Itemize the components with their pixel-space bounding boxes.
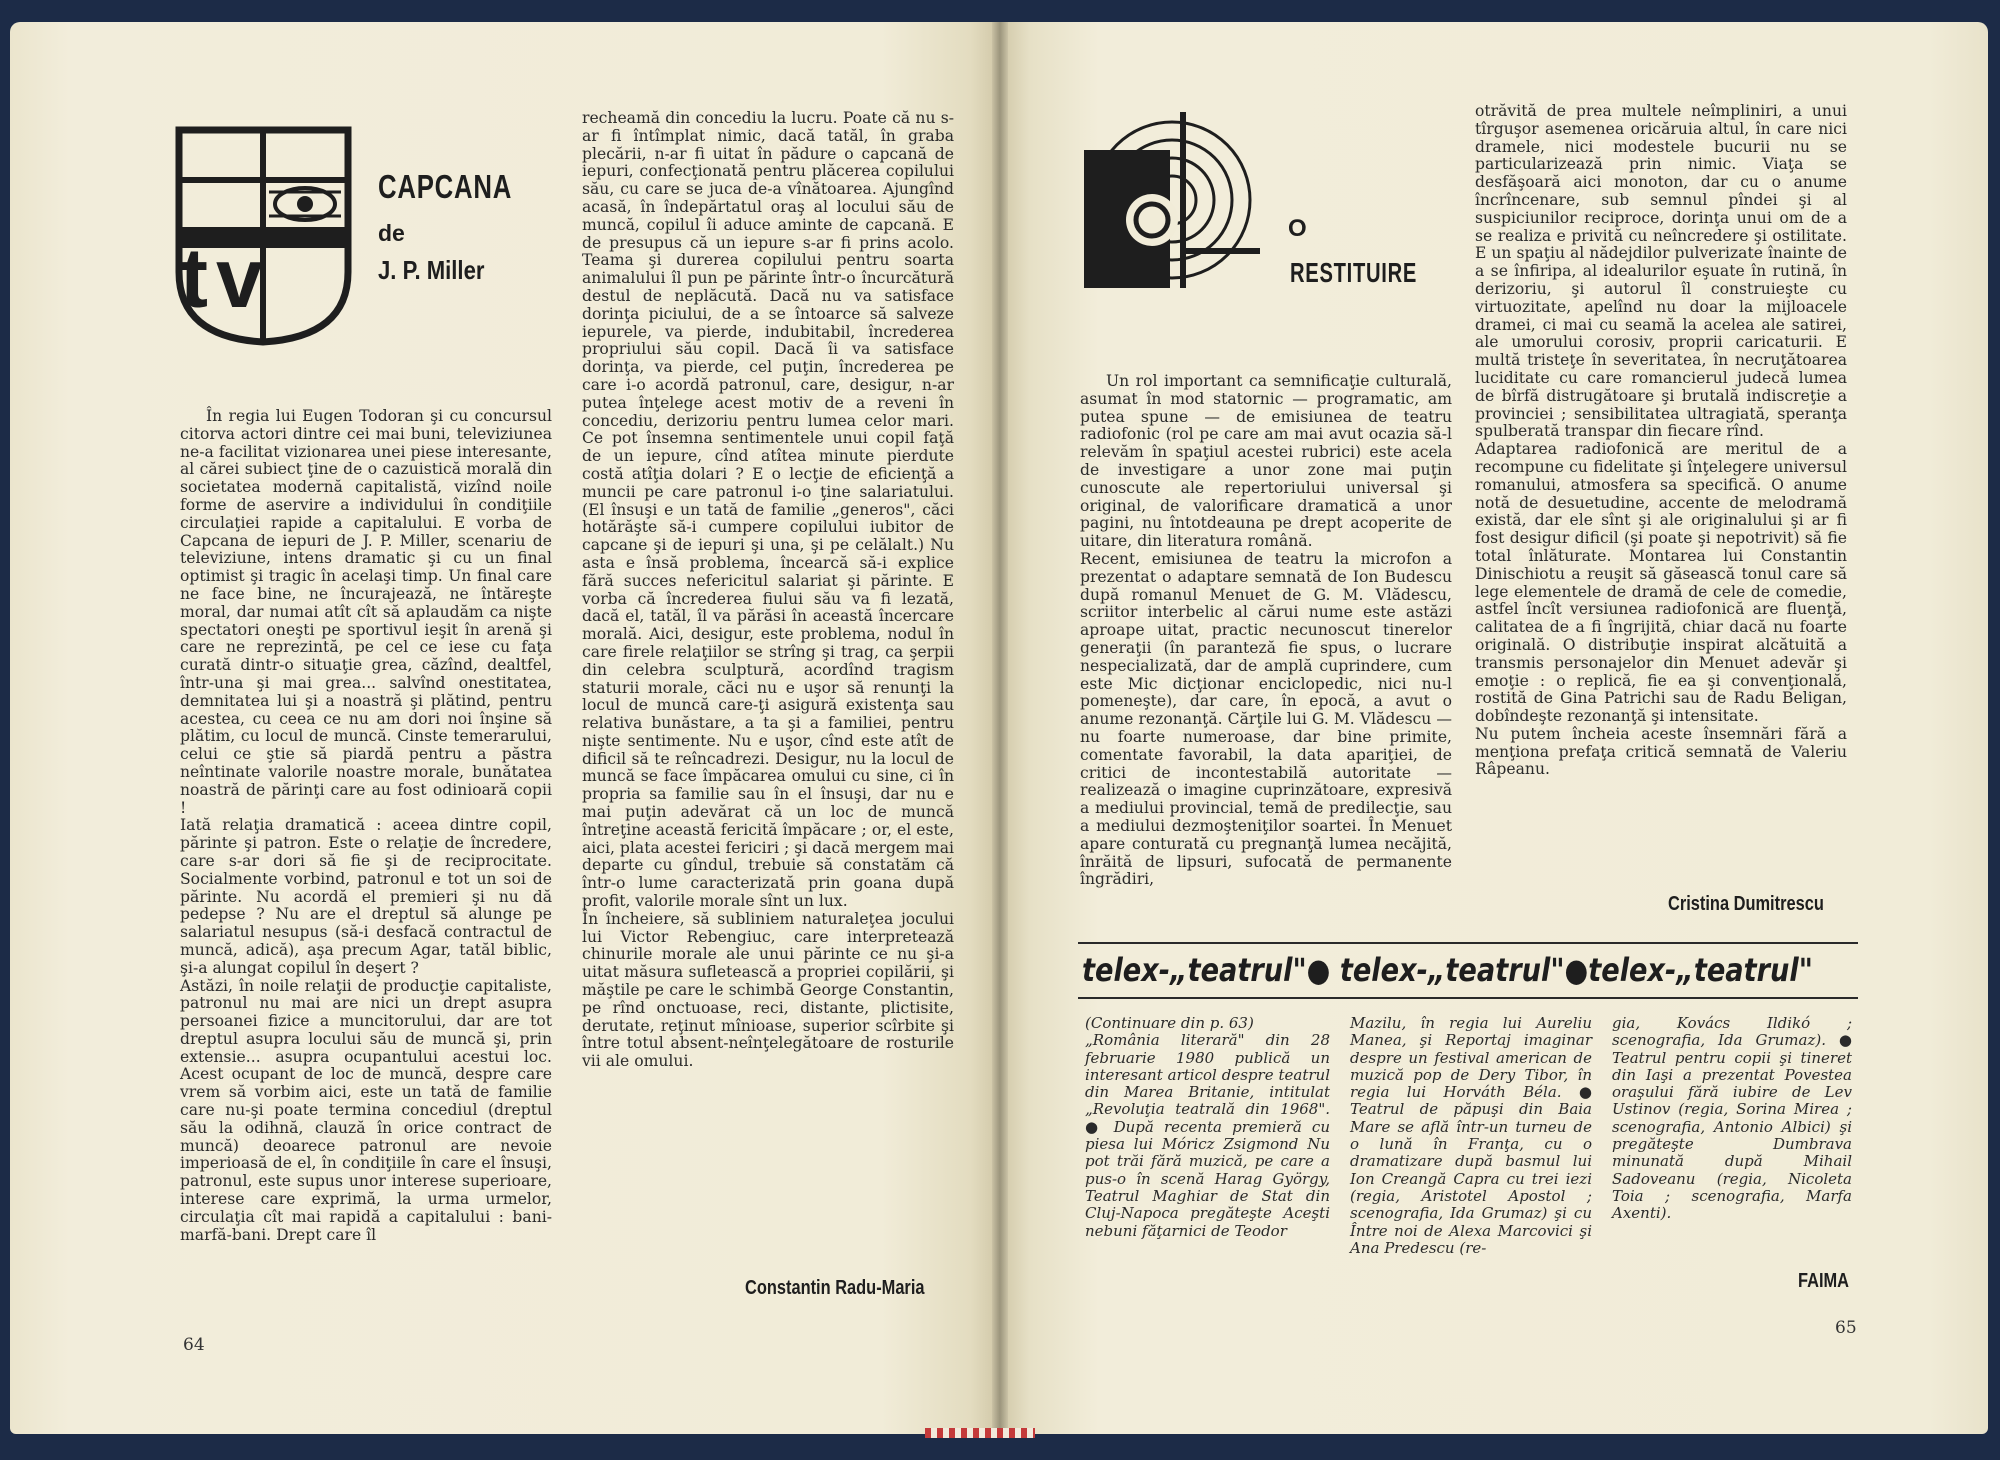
left-column-1 [180, 408, 552, 1244]
page-number-right: 65 [1835, 1318, 1857, 1338]
title-de: de [378, 220, 405, 246]
telex-column-3 [1612, 1015, 1852, 1223]
tv-logo-text: tv [180, 231, 271, 325]
telex-top-rule [1078, 942, 1858, 944]
left-column-2 [582, 110, 954, 1071]
radio-rubric-logo [1082, 110, 1262, 290]
telex-column-1 [1085, 1015, 1330, 1240]
telex-signature: FAIMA [1798, 1270, 1850, 1292]
book-headband [925, 1428, 1035, 1438]
telex-header: telex-„teatrul"● telex-„teatrul"●telex-„teatrul" [1082, 951, 1813, 989]
body-text: În regia lui Eugen Todoran şi cu concursul citorva actori dintre cei mai buni, televiziunea ne-a facilitat vizionarea unei piese interesante, al cărei subiect ţine de o cazuistică morală din societatea modernă capitalistă, vizînd noile forme de aservire a individului în condiţiile circulaţiei rapide a capitalului. E vorba de Capcana de iepuri de J. P. Miller, scenariu de televiziune, intens dramatic şi cu un final optimist şi tragic în acelaşi timp. Un final care ne face bine, ne încurajează, ne întăreşte moral, dar numai atît cît să aplaudăm ca nişte spectatori oneşti pe sportivul ieşit în arenă şi care ne reprezintă, pe cel ce iese cu faţa curată dintr-o situaţie grea, căzînd, dealtfel, într-una şi mai grea... salvînd onestitatea, demnitatea lui şi a noastră şi plătind, pentru acestea, cu ceea ce nu am dori noi înşine să plătim, cu locul de muncă. Cinste temerarului, celui ce ştie să piardă pentru a păstra neîntinate valorile noastre morale, bunătatea noastră de părinţi care au fost odinioară copii ! Iată relaţia dramatică : aceea dintre copil, părinte şi patron. Este o relaţie de încredere, care s-ar dori să fie şi de reciprocitate. Socialmente vorbind, patronul e tot un soi de părinte. Nu acordă el premieri şi nu dă pedepse ? Nu are el dreptul să alunge pe salariatul nesupus (să-i desfacă contractul de muncă, adică), aşa precum Agar, tatăl biblic, şi-a alungat copilul în deşert ? Astăzi, în noile relaţii de producţie capitaliste, patronul nu mai are nici un drept asupra persoanei fizice a muncitorului, dar are tot dreptul asupra locului său de muncă şi, prin extensie... asupra ocupantului acestui loc. Acest ocupant de loc de muncă, despre care vrem să vorbim aici, este un tată de familie care nu-şi poate termina concediul (dreptul său la odihnă, clauză în orice contract de muncă) deoarece patronul are nevoie imperioasă de el, în condiţiile în care el însuşi, patronul, este supus unor interese superioare, interese care exprimă, la urma urmelor, circulaţia cît mai rapidă a capitalului : bani-marfă-bani. Drept care îl [180, 407, 552, 1244]
right-column-1 [1080, 373, 1452, 889]
title-main: CAPCANA [378, 168, 513, 205]
body-text: otrăvită de prea multele neîmpliniri, a unui tîrguşor asemenea oricăruia altul, în care nici dramele, nici modestele bucurii nu se particularizează prin nimic. Viaţa se desfăşoară aici monoton, dar cu o anume încrîncenare, sub semnul pîndei şi al suspiciunilor reciproce, dorinţa unui om de a se realiza e privită cu neîncredere şi ostilitate. E un spaţiu al nădejdilor pulverizate înainte de a se înfiripa, al idealurilor eşuate în rutină, în derizoriu, şi autorul îl construieşte cu virtuozitate, apelînd nu doar la mijloacele dramei, ci mai cu seamă la acelea ale satirei, ale umorului corosiv, proprii caricaturii. E multă tristeţe în severitatea, în necruţătoarea luciditate cu care romancierul judecă lumea de bîrfă distrugătoare şi brutală indiscreţie a provinciei ; sensibilitatea ultragiată, speranţa spulberată transpar din fiecare rînd. Adaptarea radiofonică are meritul de a recompune cu fidelitate şi înţelegere universul romanului, atmosfera sa specifică. O anume notă de desuetudine, accente de melodramă există, dar ele sînt şi ale originalului şi ar fi fost desigur dificil (şi poate şi nepotrivit) să fie total înlăturate. Montarea lui Constantin Dinischiotu a reuşit să găsească tonul care să lege elementele de dramă de cele de comedie, astfel încît versiunea radiofonică are fluenţă, calitatea de a fi îngrijită, chiar dacă nu foarte originală. O distribuţie inspirat alcătuită a transmis personajelor din Menuet adevăr şi emoţie : o replică, fie ea şi convenţională, rostită de Gina Patrichi sau de Radu Beligan, dobîndeşte rezonanţă şi intensitate. Nu putem încheia aceste însemnări fără a menţiona prefaţa critică semnată de Valeriu Râpeanu. [1475, 102, 1847, 779]
page-number-left: 64 [183, 1335, 205, 1355]
right-column-2 [1475, 103, 1847, 779]
body-text: Un rol important ca semnificaţie culturală, asumat în mod statornic — programatic, am putea spune — de emisiunea de teatru radiofonic (rol pe care am mai avut ocazia să-l relevăm în spaţiul acestei rubrici) este acela de investigare a unor zone mai puţin cunoscute ale repertoriului universal şi original, de valorificare dramatică a unor pagini, nu întotdeauna pe drept acoperite de uitare, din literatura română. Recent, emisiunea de teatru la microfon a prezentat o adaptare semnată de Ion Budescu după romanul Menuet de G. M. Vlădescu, scriitor interbelic al cărui nume este astăzi aproape uitat, practic necunoscut tinerelor generaţii (în paranteză fie spus, o lucrare nespecializată, dar de amplă cuprindere, cum este Mic dicţionar enciclopedic, nici nu-l pomeneşte), dar care, în epocă, a avut o anume rezonanţă. Cărţile lui G. M. Vlădescu — nu foarte numeroase, dar bine primite, comentate favorabil, la data apariţiei, de critici de incontestabilă autoritate — realizează o imagine cuprinzătoare, expresivă a mediului provincial, temă de predilecţie, sau a mediului dezmoşteniţilor soartei. În Menuet apare conturată cu pregnanţă lumea necăjită, înrăită de lipsuri, sufocată de permanente îngrădiri, [1080, 372, 1452, 889]
book-gutter [992, 22, 1008, 1434]
author-signature: Constantin Radu-Maria [745, 1277, 925, 1299]
telex-column-2 [1350, 1015, 1592, 1257]
telex-bottom-rule [1078, 997, 1858, 999]
title-author: J. P. Miller [378, 255, 485, 285]
article-title-capcana [378, 168, 548, 286]
telex-text: (Continuare din p. 63) „România literară" din 28 februarie 1980 publică un interesant articol despre teatrul din Marea Britanie, intitulat „Revoluţia teatrală din 1968". ● După recenta premieră cu piesa lui Móricz Zsigmond Nu pot trăi fără muzică, pe care a pus-o în scenă Harag György, Teatrul Maghiar de Stat din Cluj-Napoca pregăteşte Aceşti nebuni făţarnici de Teodor [1085, 1014, 1330, 1240]
author-signature: Cristina Dumitrescu [1668, 893, 1824, 915]
title-main: RESTITUIRE [1290, 257, 1418, 288]
telex-text: gia, Kovács Ildikó ; scenografia, Ida Grumaz). ● Teatrul pentru copii şi tineret din Iaşi a prezentat Povestea oraşului fără iubire de Lev Ustinov (regia, Sorina Mirea ; scenografia, Antonio Albici) şi pregăteşte Dumbrava minunată după Mihail Sadoveanu (regia, Nicoleta Toia ; scenografia, Marfa Axenti). [1612, 1014, 1852, 1223]
title-o: O [1288, 215, 1307, 242]
body-text: recheamă din concediu la lucru. Poate că nu s-ar fi întîmplat nimic, dacă tatăl, în graba plecării, n-ar fi uitat în pădure o capcană de iepuri, confecţionată pentru plăcerea copilului său, cu care se juca de-a vînătoarea. Ajungînd acasă, în îndepărtatul oraş al locului său de muncă, copilul îi aduce aminte de capcană. E de presupus că un iepure s-ar fi prins acolo. Teama şi durerea copilului pentru soarta animalului îl pun pe părinte într-o încurcătură destul de neplăcută. Dacă nu va satisface dorinţa piciului, de a se întoarce să salveze iepurele, va pierde, indubitabil, încrederea propriului său copil. Dacă îi va satisface dorinţa, va pierde, cel puţin, încrederea pe care i-o acordă patronul, care, desigur, n-ar putea înţelege acest motiv de a reveni în concediu, derizoriu pentru lumea celor mari. Ce pot însemna sentimentele unui copil faţă de un iepure, cînd atîtea minute pierdute costă atîţia dolari ? E o lecţie de eficienţă a muncii pe care patronul i-o ţine salariatului. (El însuşi e un tată de familie „generos", căci hotărăşte să-i cumpere copilului iubitor de capcane şi de iepuri şi una, şi pe celălalt.) Nu asta e însă problema, încearcă să-i explice fără succes nefericitul salariat şi părinte. E vorba că încrederea fiului său va fi lezată, dacă el, tatăl, îl va părăsi în această încercare morală. Aici, desigur, este problema, nodul în care firele relaţiilor se strîng şi trag, ca şerpii din celebra sculptură, acordînd tragism staturii morale, căci nu e uşor să renunţi la locul de muncă care-ţi asigură existenţa sau relativa bunăstare, a ta şi a familiei, pentru nişte sentimente. Nu e uşor, cînd este atît de dificil să te reîncadrezi. Desigur, nu la locul de muncă se face împăcarea omului cu sine, ci în propria sa familie sau în el însuşi, dar nu e mai puţin adevărat că un loc de muncă întreţine această fericită împăcare ; or, el este, aici, plata acestei fericiri ; şi dacă mergem mai departe cu gîndul, trebuie să constatăm că într-o lume caracterizată prin goana după profit, valorile morale sînt un lux. În încheiere, să subliniem naturaleţea jocului lui Victor Rebengiuc, care interpretează chinurile morale ale unui părinte ce nu şi-a uitat măsura sufletească a propriei copilării, şi măştile pe care le schimbă George Constantin, pe rînd onctuoase, reci, distante, plictisite, derutate, reţinut mînioase, superior scîrbite şi între totul absent-neînţelegătoare de rosturile vii ale omului. [582, 109, 954, 1071]
article-title-restituire [1290, 215, 1466, 289]
telex-text: Mazilu, în regia lui Aureliu Manea, şi Reportaj imaginar despre un festival american de muzică pop de Dery Tibor, în regia lui Horváth Béla. ● Teatrul de păpuşi din Baia Mare se află într-un turneu de o lună în Franţa, cu o dramatizare după basmul lui Ion Creangă Capra cu trei iezi (regia, Aristotel Apostol ; scenografia, Ida Grumaz) şi cu Între noi de Alexa Marcovici şi Ana Predescu (re- [1350, 1014, 1592, 1257]
